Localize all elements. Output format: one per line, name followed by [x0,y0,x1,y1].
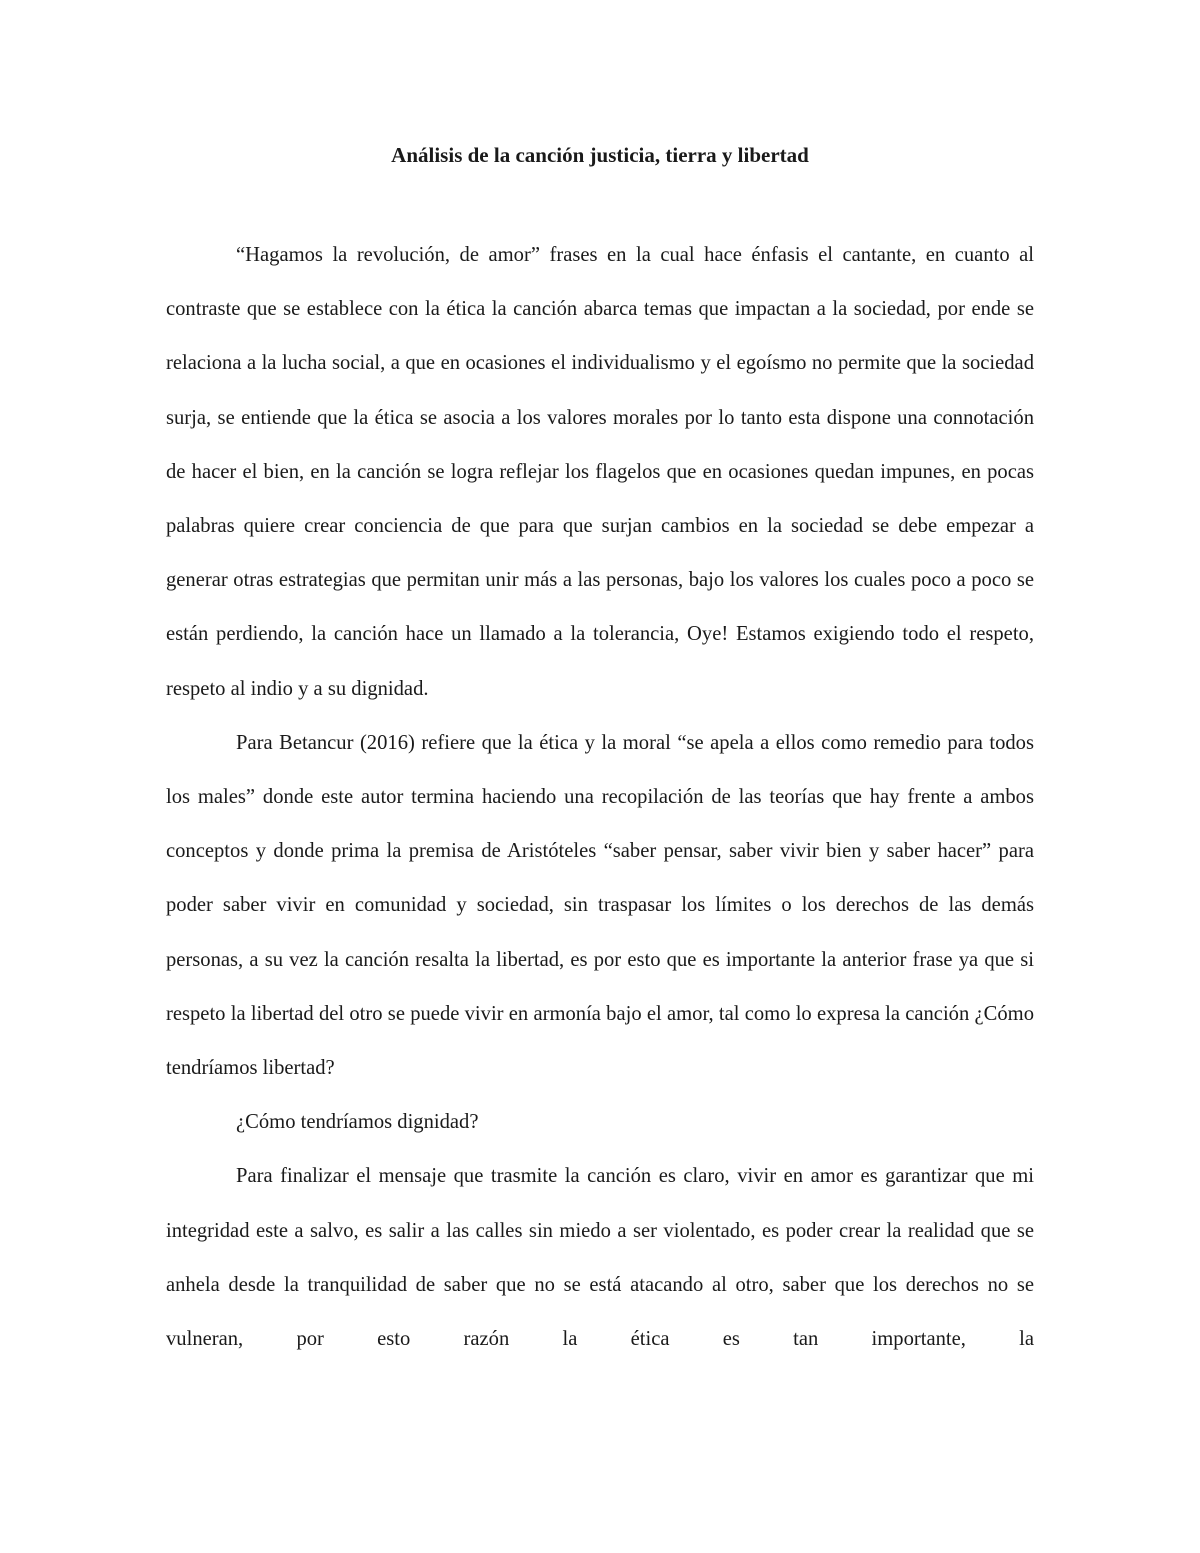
paragraph-dignidad: ¿Cómo tendríamos dignidad? [236,1111,479,1134]
paragraph-conclusion: Para finalizar el mensaje que trasmite la canción es claro, vivir en amor es garantizar que mi integridad este a salvo, es salir a las calles sin miedo a ser violentado, es poder crear la realidad que se anhela desde la tranquilidad de saber que no se está atacando al otro, saber que los derechos no se vulneran, por esto razón la ética es tan importante, la [166,1165,1034,1351]
paragraph-intro: “Hagamos la revolución, de amor” frases en la cual hace énfasis el cantante, en cuanto al contraste que se establece con la ética la canción abarca temas que impactan a la sociedad, por ende se relaciona a la lucha social, a que en ocasiones el individualismo y el egoísmo no permite que la sociedad surja, se entiende que la ética se asocia a los valores morales por lo tanto esta dispone una connotación de hacer el bien, en la canción se logra reflejar los flagelos que en ocasiones quedan impunes, en pocas palabras quiere crear conciencia de que para que surjan cambios en la sociedad se debe empezar a generar otras estrategias que permitan unir más a las personas, bajo los valores los cuales poco a poco se están perdiendo, la canción hace un llamado a la tolerancia, Oye! Estamos exigiendo todo el respeto, respeto al indio y a su dignidad. [166,244,1034,700]
paragraph-betancur: Para Betancur (2016) refiere que la ética y la moral “se apela a ellos como remedio para todos los males” donde este autor termina haciendo una recopilación de las teorías que hay frente a ambos conceptos y donde prima la premisa de Aristóteles “saber pensar, saber vivir bien y saber hacer” para poder saber vivir en comunidad y sociedad, sin traspasar los límites o los derechos de las demás personas, a su vez la canción resalta la libertad, es por esto que es importante la anterior frase ya que si respeto la libertad del otro se puede vivir en armonía bajo el amor, tal como lo expresa la canción ¿Cómo tendríamos libertad? [166,731,1034,1080]
document-body [166,228,1034,1366]
document-title: Análisis de la canción justicia, tierra y libertad [391,143,809,167]
